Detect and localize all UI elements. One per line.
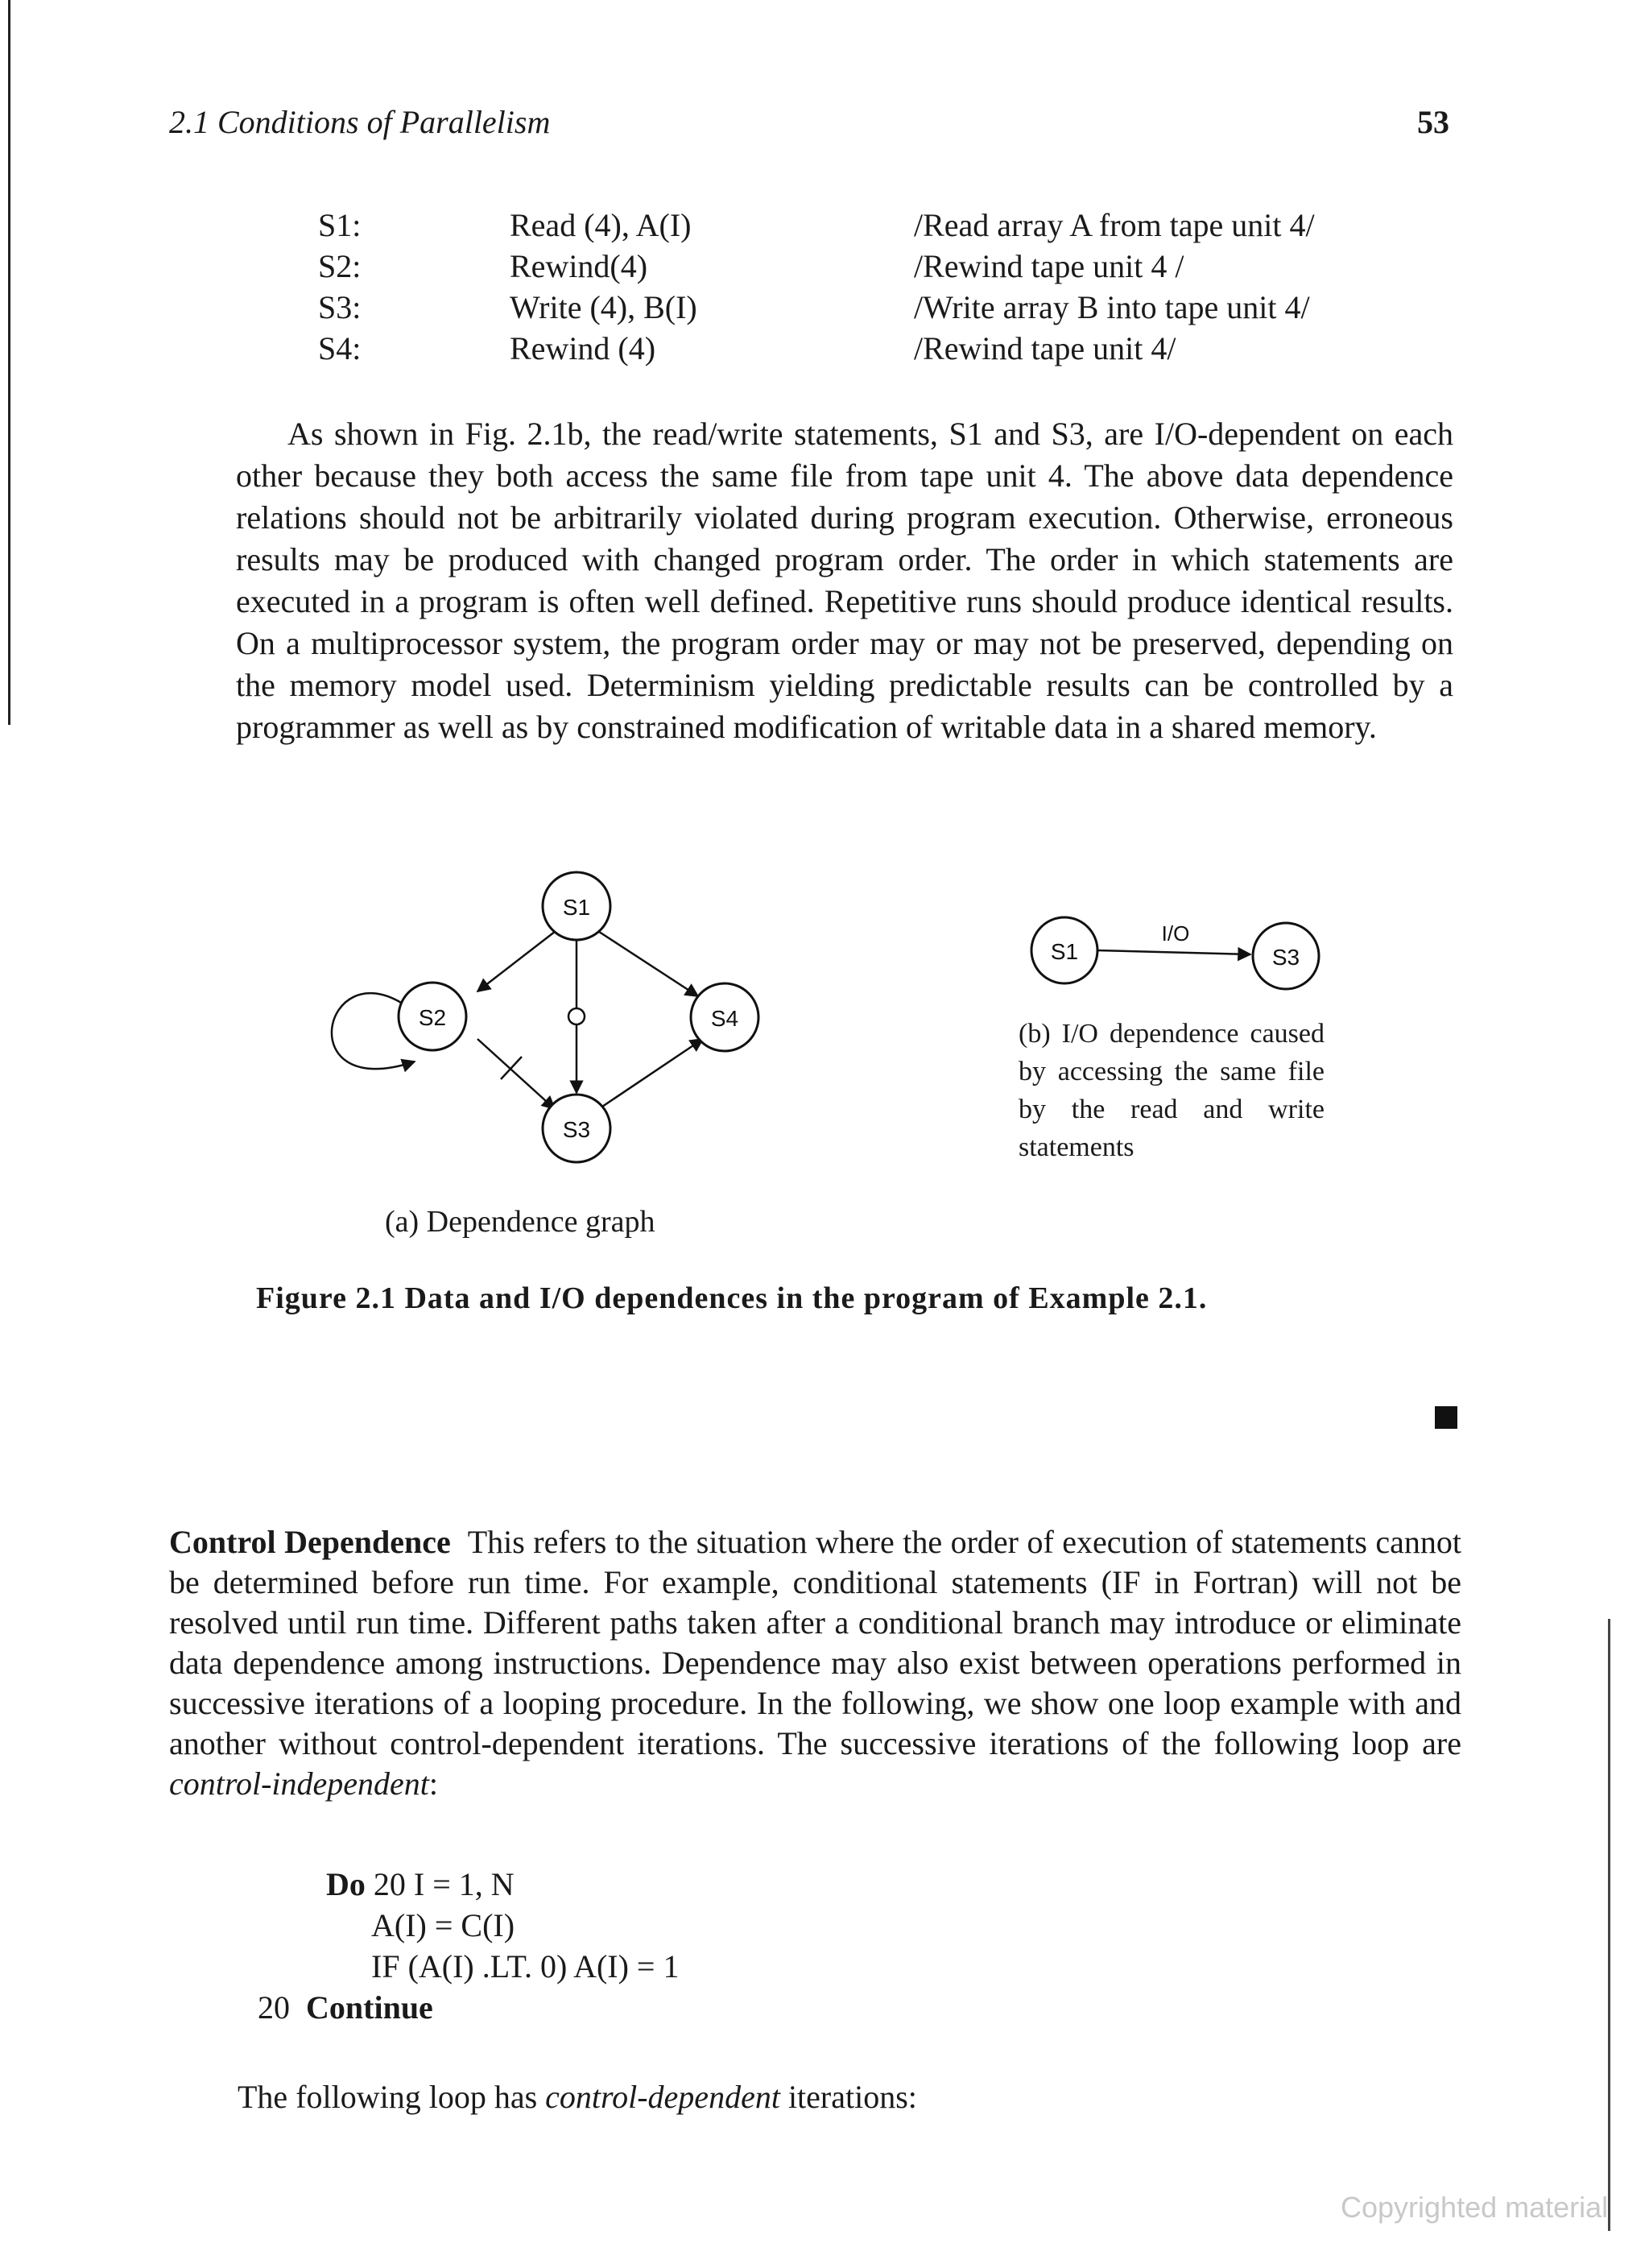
edge-io-s1-s3 <box>1097 950 1250 954</box>
statement-comment: /Read array A from tape unit 4/ <box>914 207 1315 243</box>
node-label: S4 <box>710 1006 739 1031</box>
running-header-title: 2.1 Conditions of Parallelism <box>169 104 551 140</box>
code-line-3: IF (A(I) .LT. 0) A(I) = 1 <box>371 1948 680 1984</box>
statement-label: S3: <box>318 289 362 325</box>
copyright-watermark: Copyrighted material <box>1341 2191 1609 2224</box>
code-line-2: A(I) = C(I) <box>371 1907 515 1943</box>
statement-comment: /Rewind tape unit 4/ <box>914 330 1176 366</box>
edge-s3-s4 <box>597 1039 703 1110</box>
edge-s1-s4 <box>594 929 698 996</box>
output-dependence-marker-icon <box>568 1008 585 1024</box>
punctuation: : <box>428 1765 438 1802</box>
italic-term: control-independent <box>169 1765 429 1802</box>
paragraph-text: As shown in Fig. 2.1b, the read/write statements, S1 and S3, are I/O-dependent on each other because they both access the same file from tape unit 4. The above data dependence relations should not be arbitrarily violated during program execution. Otherwise, erroneous results may be produced with changed program order. The order in which statements are executed in a program is often well defined. Repetitive runs should produce identical results. On a multiprocessor system, the program order may or may not be preserved, depending on the memory model used. Determinism yielding predictable results can be controlled by a programmer as well as by constrained modification of writable data in a shared memory. <box>236 416 1453 745</box>
statement-code: Write (4), B(I) <box>510 289 697 325</box>
code-line-1 <box>326 1865 515 1903</box>
statement-code: Rewind (4) <box>510 330 656 366</box>
node-label: S1 <box>562 895 591 920</box>
page-number: 53 <box>1417 104 1449 140</box>
subfigure-caption-b: (b) I/O dependence caused by accessing the same file by the read and write statements <box>1019 1019 1325 1162</box>
statement-code: Read (4), A(I) <box>510 207 692 243</box>
node-label: S3 <box>562 1117 591 1142</box>
control-dependence-paragraph <box>169 1522 1461 1804</box>
edge-label-io: I/O <box>1161 921 1190 946</box>
figure-caption: Figure 2.1 Data and I/O dependences in the program of Example 2.1. <box>256 1281 1208 1315</box>
node-label: S2 <box>418 1005 447 1030</box>
right-margin-rule <box>1608 1619 1610 2231</box>
paragraph-text: This refers to the situation where the order of execution of statements cannot be determined before run time. For example, conditional statements (IF in Fortran) will not be resolved until run time. Different paths taken after a conditional branch may introduce or eliminate data dependence among instructions. Dependence may also exist between operations performed in successive iterations of a looping procedure. In the following, we show one loop example with and another without control-dependent iterations. The successive iterations of the following loop are <box>169 1524 1461 1761</box>
end-of-example-square-icon <box>1435 1406 1457 1429</box>
statement-comment: /Write array B into tape unit 4/ <box>914 289 1310 325</box>
code-keyword: Do <box>326 1866 366 1902</box>
node-label: S3 <box>1271 945 1300 970</box>
section-heading: Control Dependence <box>169 1524 451 1560</box>
code-line-number: 20 <box>258 1989 290 2026</box>
statement-code: Rewind(4) <box>510 248 648 284</box>
edge-s1-s2 <box>477 929 559 991</box>
node-label: S1 <box>1050 939 1079 964</box>
code-keyword: Continue <box>306 1989 433 2026</box>
statement-label: S4: <box>318 330 362 366</box>
italic-term: control-dependent <box>545 2079 780 2115</box>
sentence-text: The following loop has <box>238 2079 538 2115</box>
closing-sentence <box>238 2078 917 2116</box>
edge-s2-s3 <box>477 1039 555 1109</box>
sentence-text: iterations: <box>787 2079 917 2115</box>
code-line-4 <box>258 1989 433 2026</box>
statement-label: S2: <box>318 248 362 284</box>
subfigure-caption-a: (a) Dependence graph <box>385 1205 655 1239</box>
code-text: 20 I = 1, N <box>373 1866 515 1902</box>
statement-label: S1: <box>318 207 362 243</box>
statement-comment: /Rewind tape unit 4 / <box>914 248 1184 284</box>
